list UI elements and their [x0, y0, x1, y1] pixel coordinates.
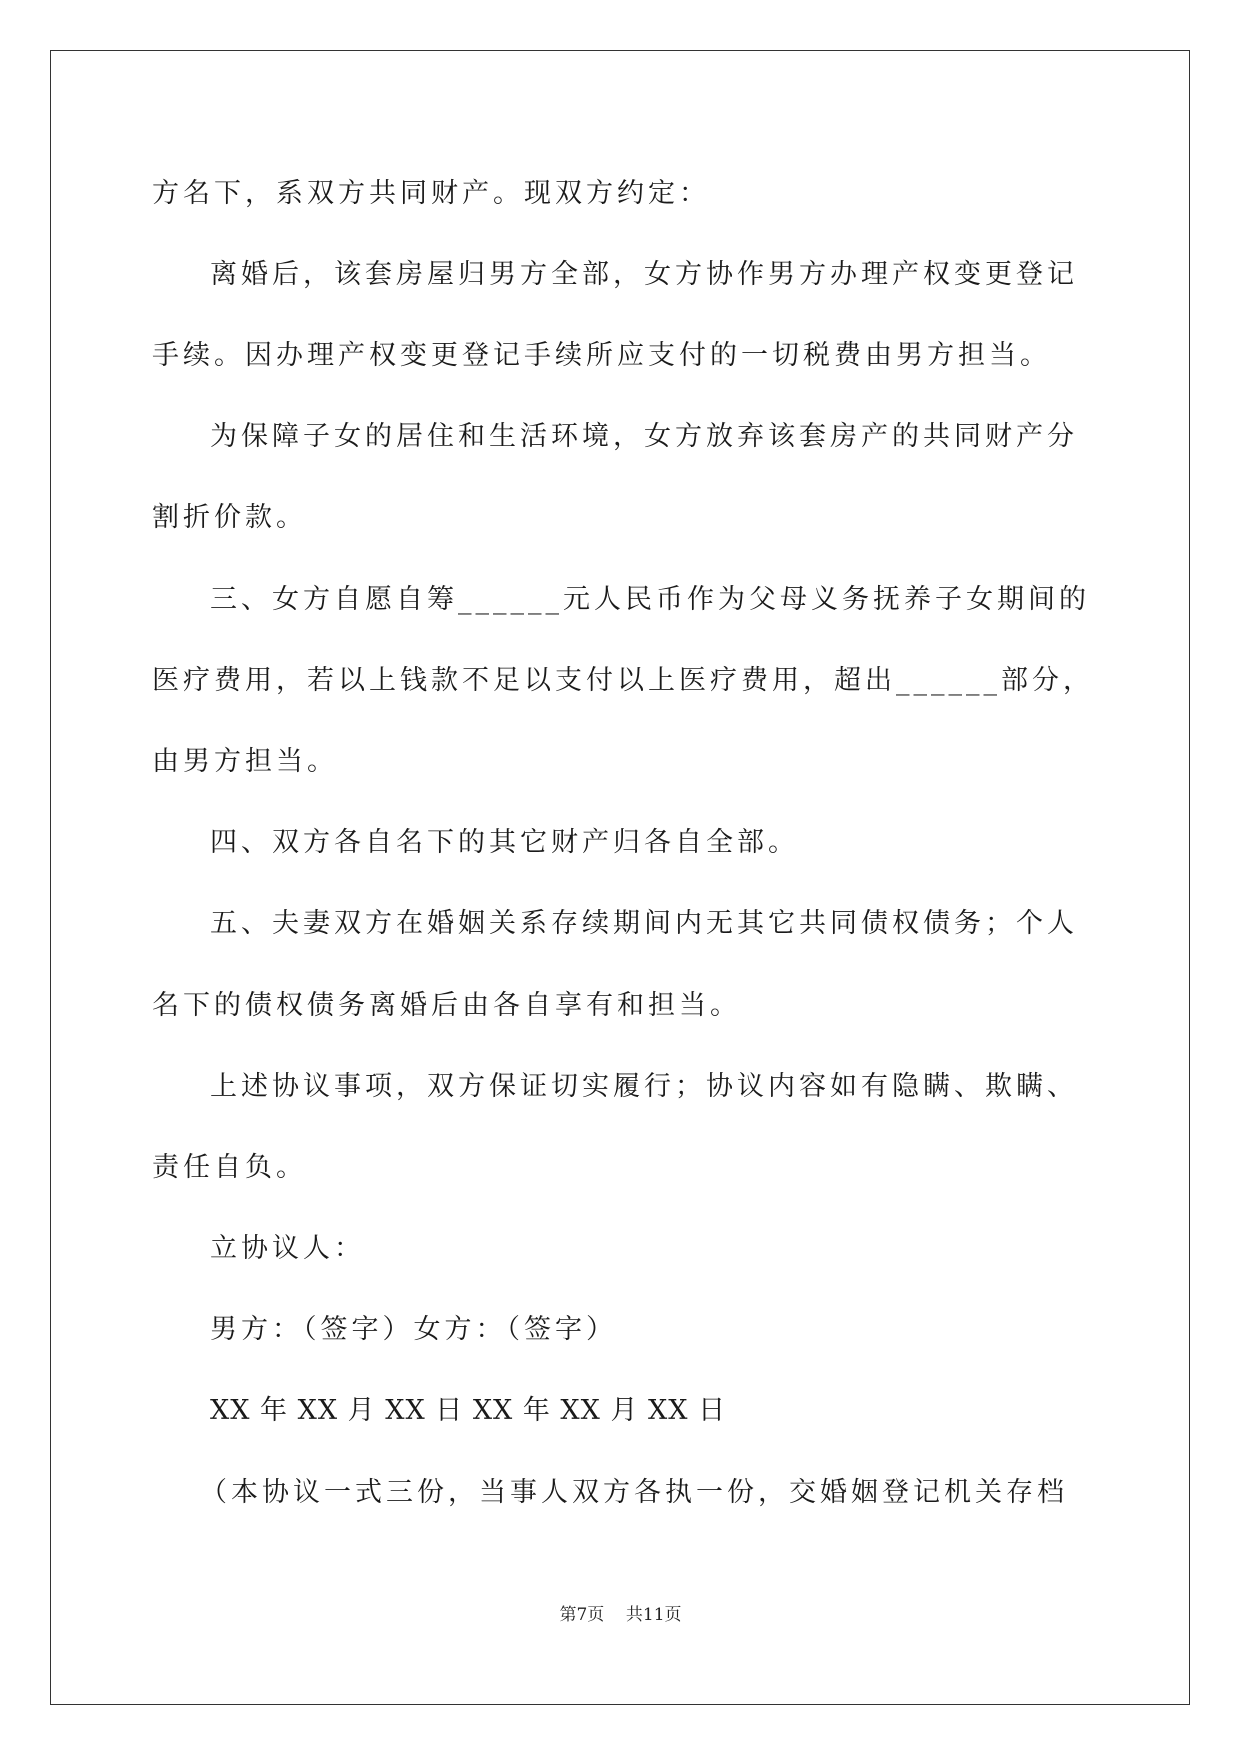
date-line: XX 年 XX 月 XX 日 XX 年 XX 月 XX 日: [210, 1395, 727, 1426]
paragraph-line: 由男方担当。: [152, 746, 338, 777]
paragraph-line: 名下的债权债务离婚后由各自享有和担当。: [152, 990, 741, 1021]
paragraph-line: 割折价款。: [152, 502, 307, 533]
paragraph-line: 责任自负。: [152, 1152, 307, 1183]
signature-line: 男方：（签字）女方：（签字）: [210, 1314, 617, 1345]
paragraph-line: 四、双方各自名下的其它财产归各自全部。: [210, 827, 799, 858]
paragraph-line: 三、女方自愿自筹______元人民币作为父母义务抚养子女期间的: [210, 584, 1090, 615]
paragraph-line: 五、夫妻双方在婚姻关系存续期间内无其它共同债权债务；个人: [210, 908, 1078, 939]
paragraph-line: （本协议一式三份，当事人双方各执一份，交婚姻登记机关存档: [200, 1477, 1068, 1508]
paragraph-line: 医疗费用，若以上钱款不足以支付以上医疗费用，超出______部分，: [152, 665, 1094, 696]
page-border: [50, 50, 1190, 1705]
page-number-footer: 第7页 共11页: [559, 1605, 682, 1625]
paragraph-line: 上述协议事项，双方保证切实履行；协议内容如有隐瞒、欺瞒、: [210, 1071, 1078, 1102]
paragraph-line: 手续。因办理产权变更登记手续所应支付的一切税费由男方担当。: [152, 340, 1051, 371]
paragraph-line: 方名下，系双方共同财产。现双方约定：: [152, 178, 710, 209]
paragraph-line: 立协议人：: [210, 1233, 365, 1264]
paragraph-line: 离婚后，该套房屋归男方全部，女方协作男方办理产权变更登记: [210, 259, 1078, 290]
paragraph-line: 为保障子女的居住和生活环境，女方放弃该套房产的共同财产分: [210, 421, 1078, 452]
